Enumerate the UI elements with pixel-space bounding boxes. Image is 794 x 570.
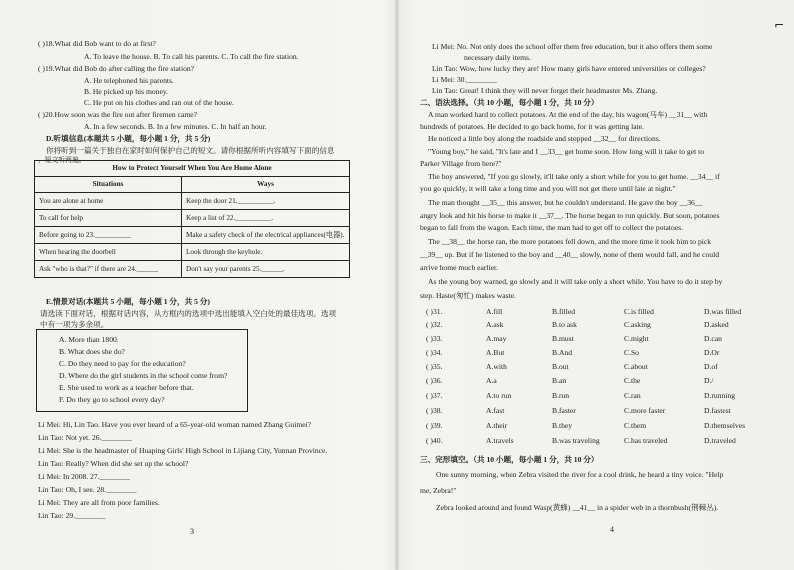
choice-d: D./ bbox=[704, 376, 714, 385]
table-cell: Before going to 23.__________ bbox=[35, 227, 182, 244]
table-row bbox=[35, 210, 350, 227]
choice-b: B.they bbox=[552, 421, 573, 430]
passage-line: __39__ up. But if he listened to the boy and __40__ slowly, none of them would fall, and he could bbox=[420, 250, 719, 259]
passage-line: Parker Village from here?" bbox=[420, 159, 502, 168]
passage-line: He noticed a little boy along the roadside and stopped __32__ for directions. bbox=[428, 134, 661, 143]
passage-line: you go quickly, it will take a long time and you will not get there until late at night." bbox=[420, 184, 676, 193]
choice-a: A.fast bbox=[486, 406, 505, 415]
passage-line: hundreds of potatoes. He decided to go back home, for it was getting late. bbox=[420, 122, 644, 131]
table-cell: Ask "who is that?" if there are 24.______ bbox=[35, 261, 182, 278]
choice-num: ( )32. bbox=[426, 320, 443, 329]
passage-line: As the young boy warned, go slowly and it will take only a short while. You have to do it step by bbox=[428, 277, 723, 286]
table-cell: To call for help bbox=[35, 210, 182, 227]
table-row bbox=[35, 227, 350, 244]
choice-b: B.must bbox=[552, 334, 574, 343]
choice-row bbox=[426, 348, 720, 357]
table-cell: When hearing the doorbell bbox=[35, 244, 182, 261]
option-f: F. Do they go to school every day? bbox=[59, 395, 165, 404]
section-d-instruction-2: ，短文听两遍。 bbox=[38, 157, 86, 164]
choice-b: B.faster bbox=[552, 406, 576, 415]
passage3-line: me, Zebra!" bbox=[420, 486, 457, 495]
table-row bbox=[35, 193, 350, 210]
table-cell: Keep the door 21.__________. bbox=[182, 193, 350, 210]
choice-a: A.fill bbox=[486, 307, 503, 316]
choice-d: D.was filled bbox=[704, 307, 742, 316]
table-row bbox=[35, 261, 350, 278]
choice-num: ( )33. bbox=[426, 334, 443, 343]
choice-row bbox=[426, 320, 729, 329]
section-e-title: E.情景对话(本题共 5 小题，每小题 1 分，共 5 分) bbox=[46, 297, 210, 306]
page-left bbox=[0, 0, 396, 570]
passage-line: The boy answered, "If you go slowly, it'll take only a short while for you to get home. __34__ if bbox=[428, 172, 720, 181]
choice-c: C.might bbox=[624, 334, 649, 343]
passage-line: angry look and hit his horse to make it __37__. The horse began to run quickly. But soon, potatoes bbox=[420, 211, 720, 220]
dialogue-line: Li Mei: Hi, Lin Tao. Have you ever heard of a 65-year-old woman named Zhang Guimei? bbox=[38, 420, 312, 429]
dialogue-line: necessary daily items. bbox=[464, 53, 531, 62]
table-cell: Look through the keyhole. bbox=[182, 244, 350, 261]
choice-b: B.filled bbox=[552, 307, 575, 316]
choice-a: A.may bbox=[486, 334, 507, 343]
section-3-title: 三、完形填空。（共 10 小题，每小题 1 分，共 10 分） bbox=[420, 455, 599, 464]
choice-b: B.to ask bbox=[552, 320, 577, 329]
passage-line: The __38__ the horse ran, the more potatoes fell down, and the more time it took him to pick bbox=[428, 237, 712, 246]
choice-c: C.asking bbox=[624, 320, 651, 329]
choice-a: A.travels bbox=[486, 436, 514, 445]
choice-row bbox=[426, 436, 736, 445]
question-20-options: A. In a few seconds. B. In a few minutes. C. In half an hour. bbox=[84, 122, 267, 131]
dialogue-line: Lin Tao: Wow, how lucky they are! How many girls have entered universities or colleges? bbox=[432, 64, 706, 73]
section-e-instruction: 请选读下面对话，根据对话内容，从方框内的选项中选出能填入空白处的最佳选项。选项 bbox=[40, 309, 337, 318]
option-c: C. Do they need to pay for the education? bbox=[59, 359, 186, 368]
passage3-line: One sunny morning, when Zebra visited the river for a cool drink, he heard a tiny voice. "Help bbox=[436, 470, 724, 479]
passage-line: began to fall from the wagon. Each time, the man had to get off to collect the potatoes. bbox=[420, 223, 684, 232]
protect-table bbox=[34, 160, 350, 278]
table-cell: Make a safety check of the electrical appliances(电器). bbox=[182, 227, 350, 244]
choice-row bbox=[426, 391, 736, 400]
table-cell: Don't say your parents 25.______. bbox=[182, 261, 350, 278]
choice-num: ( )38. bbox=[426, 406, 443, 415]
passage-line: step. Haste(匆忙) makes waste. bbox=[420, 291, 516, 300]
choice-row bbox=[426, 421, 746, 430]
choice-c: C.more faster bbox=[624, 406, 666, 415]
question-20: ( )20.How soon was the fire out after firemen came? bbox=[38, 110, 197, 119]
passage-line: A man worked hard to collect potatoes. At the end of the day, his wagon(马车) __31__ with bbox=[428, 110, 708, 119]
choice-a: A.their bbox=[486, 421, 508, 430]
passage3-line: Zebra looked around and found Wasp(黄蜂) __41__ in a spider web in a thornbush(荆棘丛). bbox=[436, 503, 719, 512]
choice-num: ( )34. bbox=[426, 348, 443, 357]
page-number-left: 3 bbox=[190, 527, 194, 536]
choice-num: ( )35. bbox=[426, 362, 443, 371]
page-number-right: 4 bbox=[610, 525, 614, 534]
dialogue-line: Li Mei: She is the headmaster of Huaping Girls' High School in Lijiang City, Yunnan Province. bbox=[38, 446, 328, 455]
choice-a: A.to run bbox=[486, 391, 512, 400]
option-a: A. More than 1800. bbox=[59, 335, 119, 344]
section-e-instruction-2: 中有一项为多余项。 bbox=[40, 320, 109, 329]
dialogue-line: Li Mei: They are all from poor families. bbox=[38, 498, 160, 507]
dialogue-line: Li Mei: In 2008. 27.________ bbox=[38, 472, 130, 481]
table-title: How to Protect Yourself When You Are Home Alone bbox=[35, 161, 350, 177]
section-d-instruction: 你将听到一篇关于独自在家时如何保护自己的短文。请你根据所听内容填写下面的信息 bbox=[46, 146, 335, 155]
dialogue-line: Li Mei: No. Not only does the school offer them free education, but it also offers them some bbox=[432, 42, 713, 51]
dialogue-line: Lin Tao: Really? When did she set up the school? bbox=[38, 459, 189, 468]
choice-a: A.But bbox=[486, 348, 505, 357]
choice-b: B.And bbox=[552, 348, 573, 357]
choice-c: C.is filled bbox=[624, 307, 654, 316]
question-19-option-c: C. He put on his clothes and ran out of the house. bbox=[84, 98, 234, 107]
choice-c: C.So bbox=[624, 348, 639, 357]
choice-d: D.traveled bbox=[704, 436, 736, 445]
option-e: E. She used to work as a teacher before that. bbox=[59, 383, 194, 392]
choice-b: B.was traveling bbox=[552, 436, 600, 445]
question-19-option-b: B. He picked up his money. bbox=[84, 87, 169, 96]
choice-d: D.can bbox=[704, 334, 722, 343]
passage-line: "Young boy," he said, "It's late and I __33__ get home soon. How long will it take to get to bbox=[428, 147, 704, 156]
choice-c: C.about bbox=[624, 362, 648, 371]
choice-d: D.Or bbox=[704, 348, 720, 357]
question-18-options: A. To leave the house. B. To call his parents. C. To call the fire station. bbox=[84, 52, 299, 61]
table-header-situations: Situations bbox=[35, 177, 182, 193]
section-d-title: D.听填信息(本题共 5 小题，每小题 1 分，共 5 分) bbox=[46, 134, 211, 143]
table-row bbox=[35, 244, 350, 261]
choice-num: ( )37. bbox=[426, 391, 443, 400]
corner-mark-icon: ⌐ bbox=[774, 18, 785, 32]
options-box bbox=[36, 329, 248, 412]
choice-row bbox=[426, 362, 718, 371]
question-19-option-a: A. He telephoned his parents. bbox=[84, 76, 174, 85]
choice-row bbox=[426, 376, 714, 385]
dialogue-line: Lin Tao: Great! I think they will never forget their headmaster Ms. Zhang. bbox=[432, 86, 658, 95]
choice-a: A.ask bbox=[486, 320, 504, 329]
section-2-title: 二、语法选择。（共 10 小题，每小题 1 分，共 10 分） bbox=[420, 98, 599, 107]
choice-num: ( )36. bbox=[426, 376, 443, 385]
option-d: D. Where do the girl students in the school come from? bbox=[59, 371, 228, 380]
choice-row bbox=[426, 406, 731, 415]
choice-row bbox=[426, 334, 722, 343]
choice-row bbox=[426, 307, 742, 316]
choice-c: C.ran bbox=[624, 391, 641, 400]
choice-b: B.run bbox=[552, 391, 570, 400]
dialogue-line: Lin Tao: Not yet. 26.________ bbox=[38, 433, 132, 442]
table-cell: You are alone at home bbox=[35, 193, 182, 210]
choice-c: C.the bbox=[624, 376, 641, 385]
choice-d: D.of bbox=[704, 362, 718, 371]
table-header-ways: Ways bbox=[182, 177, 350, 193]
choice-b: B.an bbox=[552, 376, 567, 385]
choice-d: D.asked bbox=[704, 320, 729, 329]
choice-a: A.with bbox=[486, 362, 507, 371]
choice-c: C.has traveled bbox=[624, 436, 668, 445]
dialogue-line: Lin Tao: 29.________ bbox=[38, 511, 106, 520]
choice-num: ( )31. bbox=[426, 307, 443, 316]
choice-d: D.fastest bbox=[704, 406, 731, 415]
choice-a: A.a bbox=[486, 376, 497, 385]
choice-b: B.out bbox=[552, 362, 569, 371]
choice-d: D.running bbox=[704, 391, 736, 400]
choice-num: ( )40. bbox=[426, 436, 443, 445]
choice-c: C.them bbox=[624, 421, 647, 430]
passage-line: arrive home much earlier. bbox=[420, 263, 499, 272]
choice-num: ( )39. bbox=[426, 421, 443, 430]
question-19: ( )19.What did Bob do after calling the fire station? bbox=[38, 64, 195, 73]
page-right bbox=[398, 0, 794, 570]
table-cell: Keep a list of 22.__________. bbox=[182, 210, 350, 227]
dialogue-line: Li Mei: 30.________ bbox=[432, 75, 497, 84]
question-18: ( )18.What did Bob want to do at first? bbox=[38, 39, 156, 48]
dialogue-line: Lin Tao: Oh, I see. 28.________ bbox=[38, 485, 137, 494]
choice-d: D.themselves bbox=[704, 421, 746, 430]
passage-line: The man thought __35__ this answer, but he couldn't understand. He gave the boy __36__ bbox=[428, 198, 703, 207]
option-b: B. What does she do? bbox=[59, 347, 125, 356]
